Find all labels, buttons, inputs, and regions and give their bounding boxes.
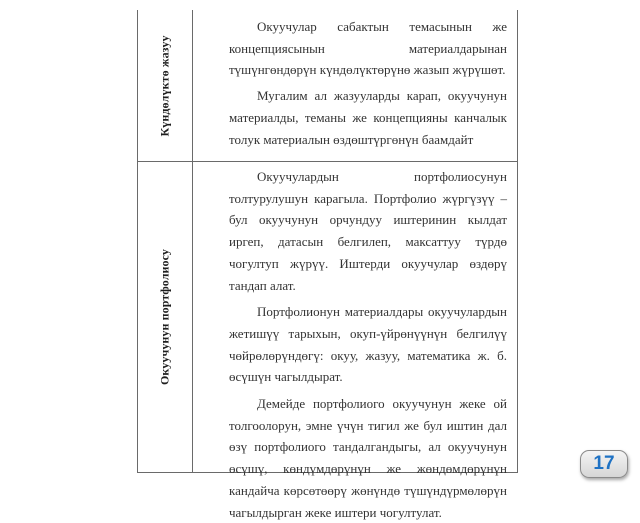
row-label-cell [138,10,193,161]
table-row-portfolio [138,162,517,520]
row-content-cell [193,162,517,520]
content-table [137,10,518,520]
row-label-diary: Күндөлүктө жазуу [157,34,172,137]
paragraph: Окуучулардын портфолиосунун толтурулушун карагыла. Портфолио жүргүзүү – бул окуучунун орчундуу иштеринин кылдат иргеп, датасын белгилеп, максаттуу түрдө чогултуп жүрүү. Иштерди окуучулар өздөрү тандап алат. [229,169,507,293]
paragraph: Портфолионун материалдары окуучулардын жетишүү тарыхын, окуп-үйрөнүүнүн белгилүү чөйрөлөрүндөгү: окуу, жазуу, математика ж. б. өсүшүн чагылдырат. [229,304,507,385]
row-content-cell [193,10,517,161]
row-label-portfolio: Окуучунун портфолиосу [157,248,172,386]
paragraph: Демейде портфолиого окуучунун жеке ой толгоолорун, эмне үчүн тигил же бул иштин дал өзү портфолиого тандалгандыгы, ал окуучунун өсүшү, көндүмдөрүнүн же жөндөмдөрүнүн кандайча көрсөтөөрү жөнүндө түшүндүрмөлөрүн чагылдырган жеке иштери чогултулат. [229,396,507,520]
paragraph: Мугалим ал жазууларды карап, окуучунун материалды, теманы же концепцияны канчалык толук материалын өздөштүргөнүн баамдайт [229,88,507,147]
paragraph: Окуучулар сабактын темасынын же концепциясынын материалдарынан түшүнгөндөрүн күндөлүктөрүнө жазып жүрүшөт. [229,19,507,78]
table-row-diary [138,10,517,162]
row-label-cell [138,162,193,472]
page-number-badge: 17 [580,450,628,478]
